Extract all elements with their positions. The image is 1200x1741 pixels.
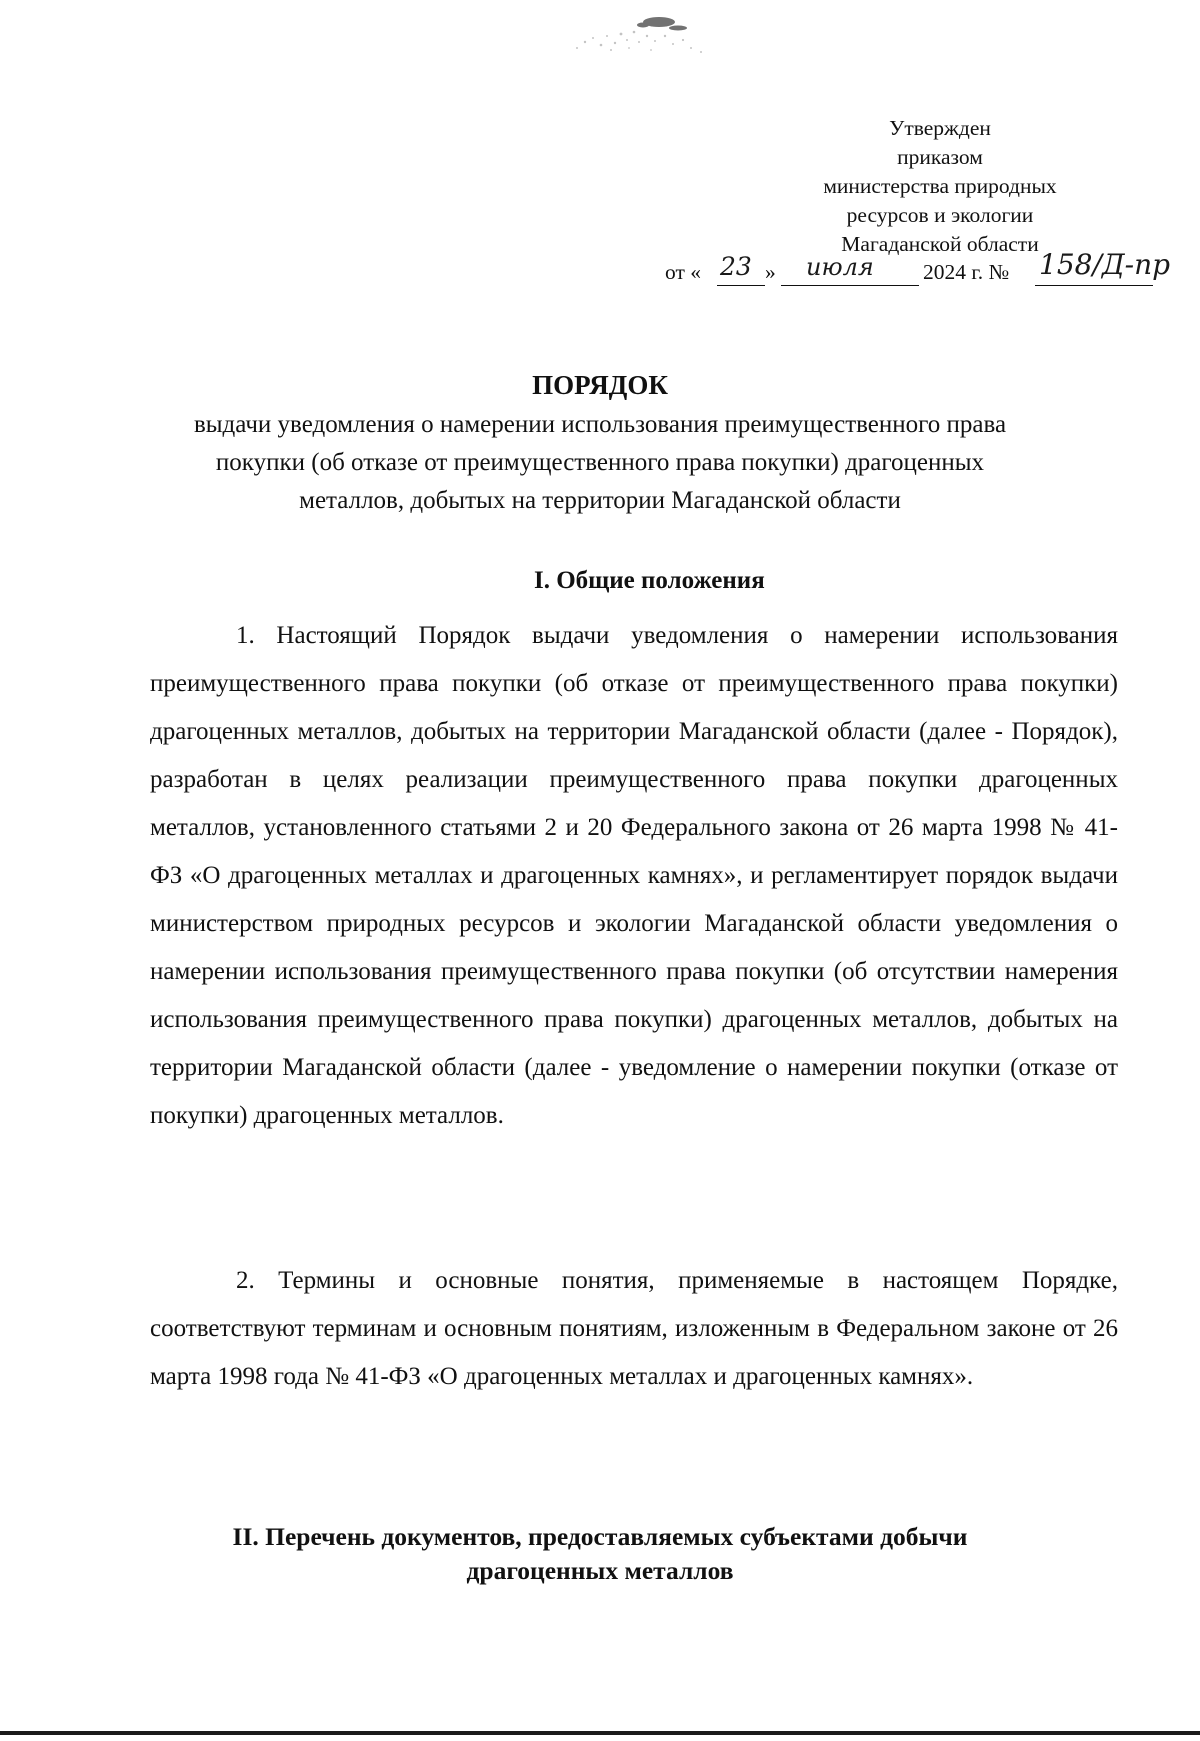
scan-bottom-edge [0, 1731, 1200, 1735]
handwritten-day: 23 [720, 252, 752, 281]
handwritten-month: июля [806, 253, 874, 281]
month-underline [781, 285, 919, 286]
approval-line: приказом [897, 145, 983, 169]
number-underline [1035, 285, 1153, 286]
day-underline [717, 285, 765, 286]
section-heading-documents [0, 1520, 1200, 1588]
approval-date-line [665, 248, 1195, 292]
approval-stamp-block [790, 114, 1090, 259]
paragraph-1: 1. Настоящий Порядок выдачи уведомления о намерении использования преимущественного права покупки (об отказе от преимущественного права покупки) драгоценных металлов, добытых на территории Магаданской области (далее - Порядок), разработан в целях реализации преимущественного права покупки драгоценных металлов, установленного статьями 2 и 20 Федерального закона от 26 марта 1998 № 41-ФЗ «О драгоценных металлах и драгоценных камнях», и регламентирует порядок выдачи министерством природных ресурсов и экологии Магаданской области уведомления о намерении использования преимущественного права покупки (об отсутствии намерения использования преимущественного права покупки) драгоценных металлов, добытых на территории Магаданской области (далее - уведомление о намерении покупки (отказе от покупки) драгоценных металлов. [150, 622, 1118, 1129]
approval-line: Утвержден [889, 116, 991, 140]
section-heading-line: II. Перечень документов, предоставляемых субъектами добычи [232, 1522, 968, 1551]
section-heading-line: драгоценных металлов [466, 1556, 734, 1585]
handwritten-order-number: 158/Д-пр [1039, 248, 1171, 281]
date-prefix: от « [665, 260, 701, 284]
document-title: ПОРЯДОК [532, 370, 668, 400]
approval-line: ресурсов и экологии [846, 203, 1034, 227]
subtitle-line: металлов, добытых на территории Магаданской области [299, 487, 901, 514]
approval-line: Магаданской области [841, 232, 1039, 256]
subtitle-line: выдачи уведомления о намерении использования преимущественного права [193, 411, 1007, 438]
section-heading-general: I. Общие положения [534, 567, 765, 594]
subtitle-line: покупки (об отказе от преимущественного права покупки) драгоценных [215, 449, 985, 476]
date-year: 2024 г. № [923, 260, 1010, 284]
document-subtitle [0, 406, 1200, 520]
date-day-close: » [765, 260, 776, 284]
approval-line: министерства природных [823, 174, 1057, 198]
paragraph-2: 2. Термины и основные понятия, применяемые в настоящем Порядке, соответствуют терминам и основным понятиям, изложенным в Федеральном законе от 26 марта 1998 года № 41-ФЗ «О драгоценных металлах и драгоценных камнях». [150, 1267, 1118, 1390]
scan-artifact-icon [555, 12, 715, 58]
